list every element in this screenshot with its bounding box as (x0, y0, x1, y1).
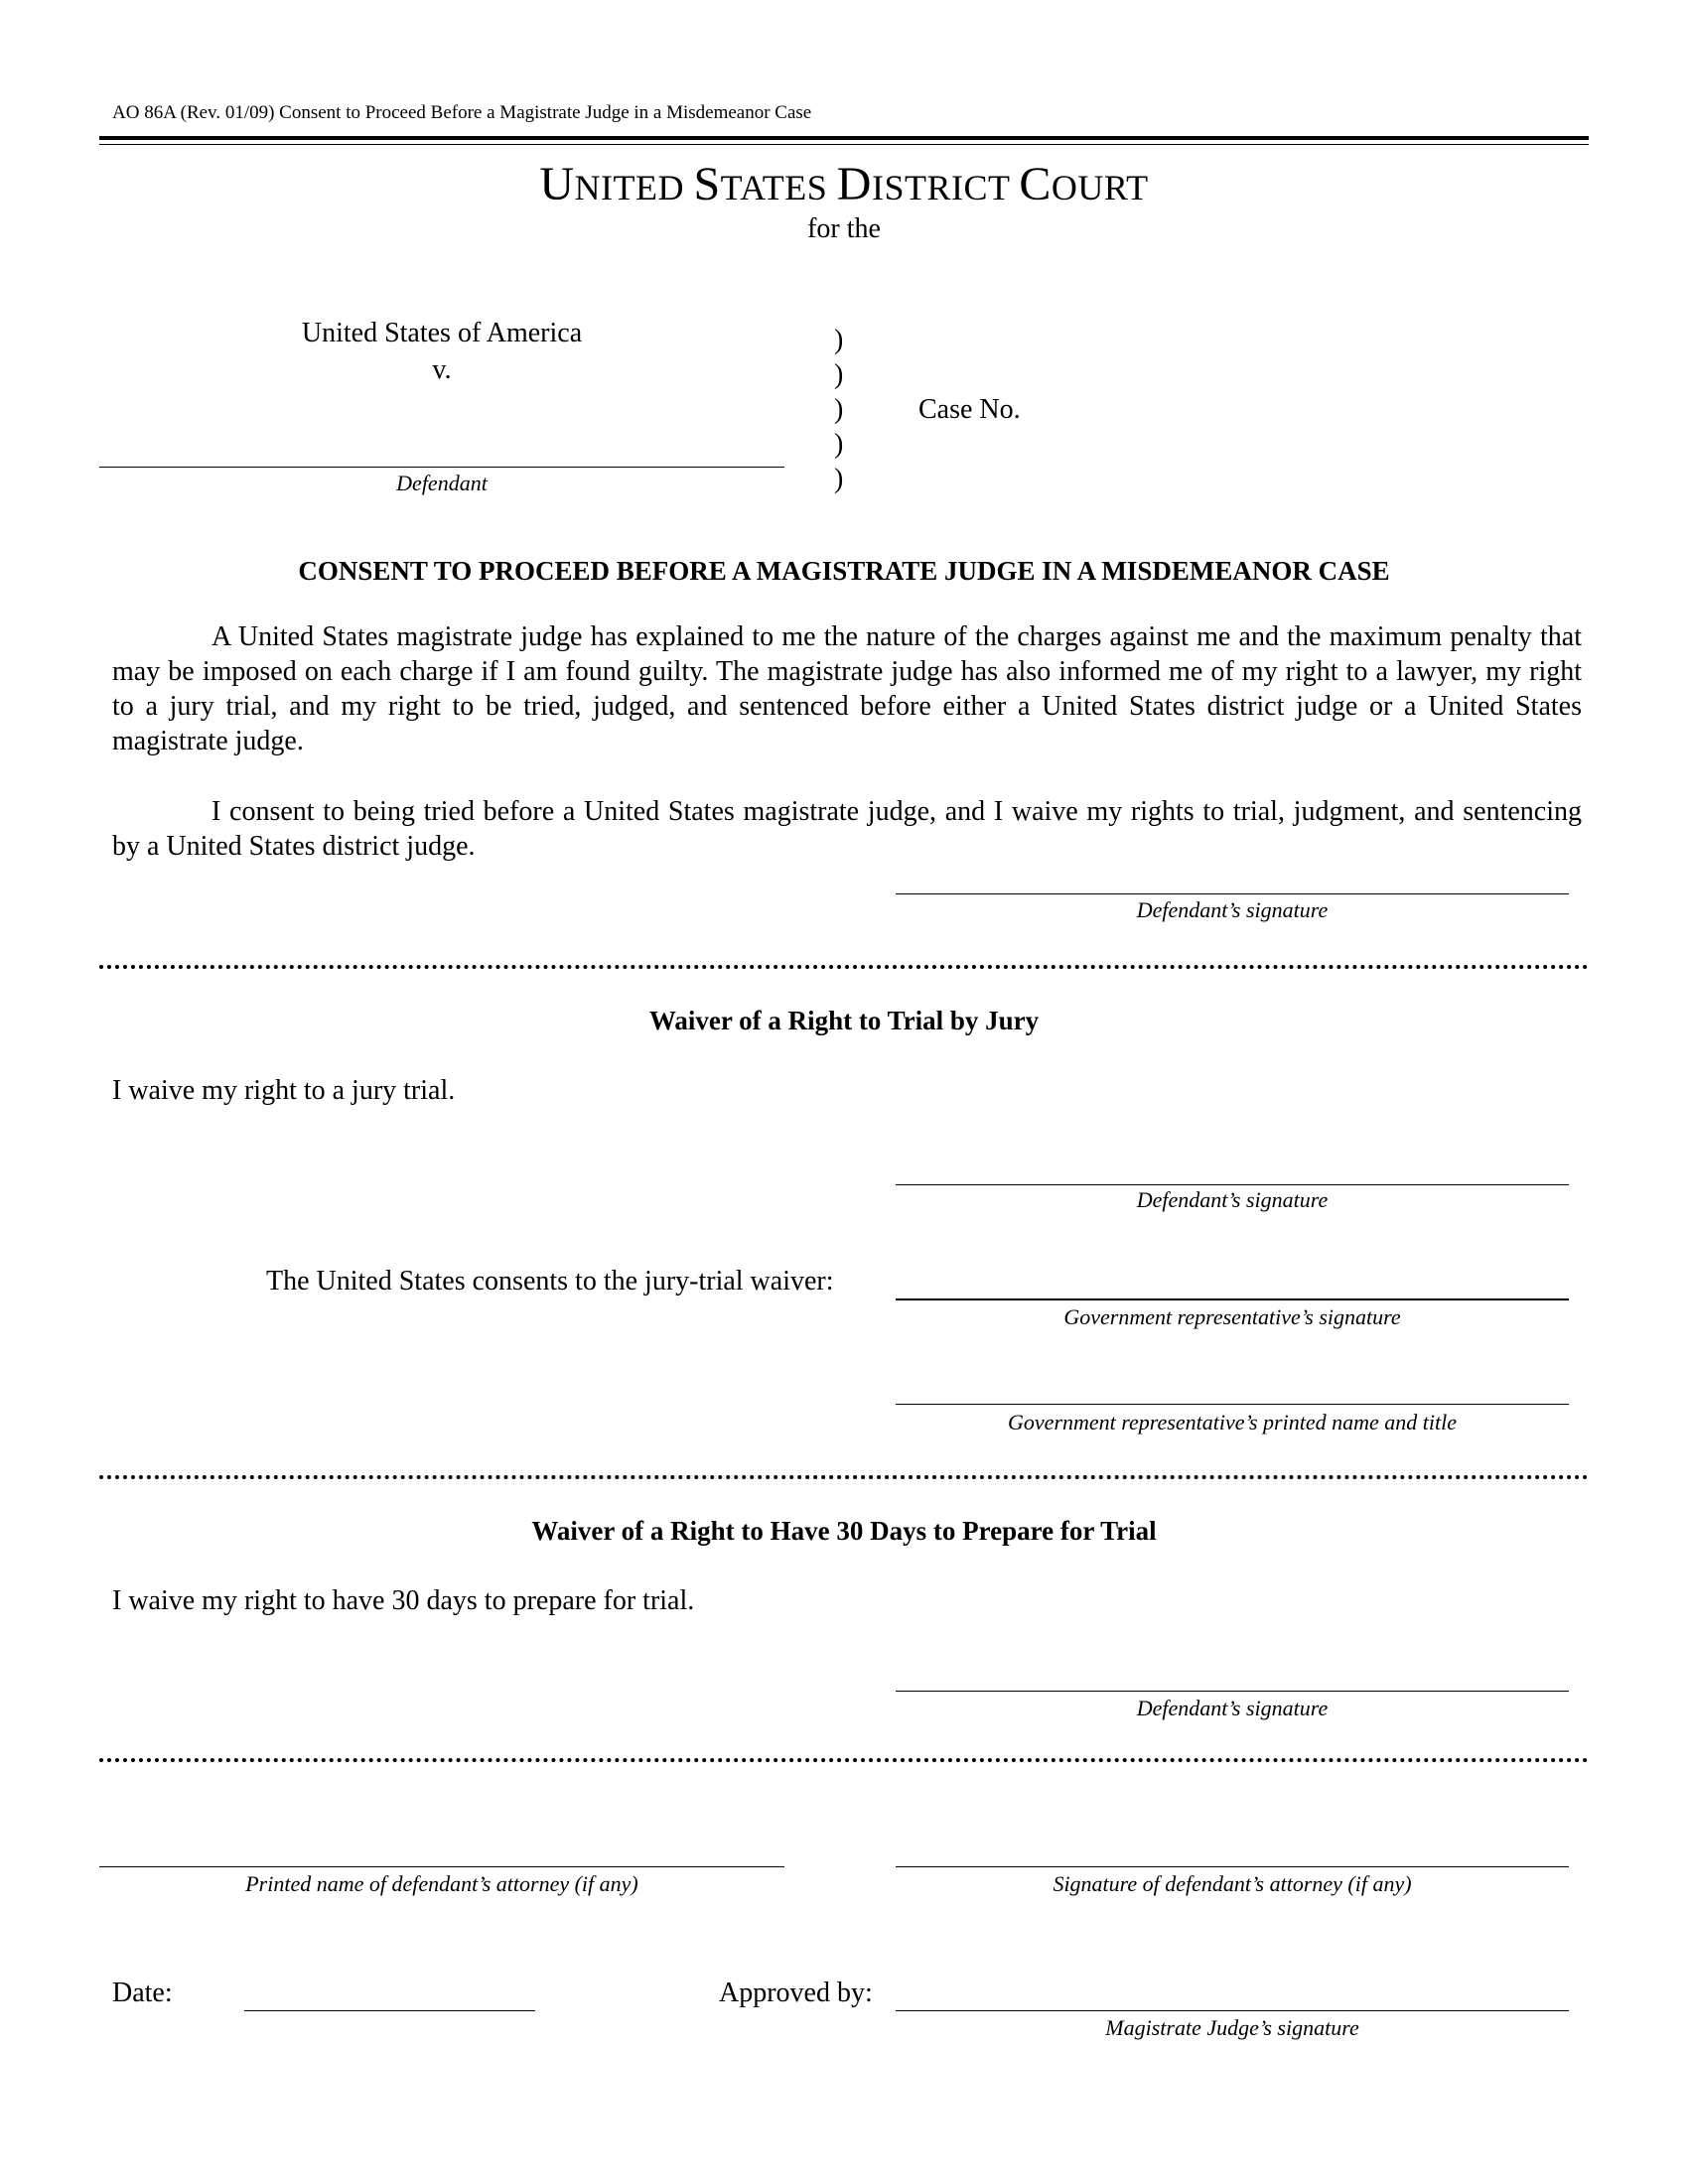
gov-name-title-label: Government representative’s printed name and title (1008, 1410, 1457, 1434)
court-title-letter: C (1019, 158, 1052, 210)
header-rule-thick (99, 136, 1589, 140)
judge-signature-label: Magistrate Judge’s signature (1105, 2015, 1359, 2040)
court-title (0, 157, 1688, 211)
days-waiver-statement: I waive my right to have 30 days to prepare for trial. (112, 1585, 695, 1616)
gov-signature-line[interactable] (896, 1298, 1569, 1300)
caption-paren: ) (834, 429, 844, 460)
attorney-signature-line[interactable] (896, 1866, 1569, 1867)
section-divider (99, 1758, 1589, 1762)
for-the-text: for the (807, 213, 881, 244)
consent-heading: CONSENT TO PROCEED BEFORE A MAGISTRATE JUDGE IN A MISDEMEANOR CASE (298, 556, 1390, 586)
days-waiver-defendant-signature-label: Defendant’s signature (1136, 1696, 1329, 1720)
attorney-signature-label: Signature of defendant’s attorney (if any) (1053, 1871, 1412, 1896)
court-title-part: ISTRICT (871, 168, 1020, 207)
court-title-letter: S (693, 158, 721, 210)
versus-text: v. (432, 354, 452, 385)
caption-paren: ) (834, 359, 844, 390)
us-consent-text: The United States consents to the jury-trial waiver: (266, 1266, 834, 1297)
caption-paren: ) (834, 325, 844, 355)
court-title-part: TATES (720, 168, 837, 207)
consent-defendant-signature-label: Defendant’s signature (1136, 897, 1329, 922)
section-divider (99, 965, 1589, 969)
consent-paragraph-2 (112, 794, 1582, 864)
date-line[interactable] (244, 2010, 535, 2011)
days-waiver-defendant-signature-line[interactable] (896, 1691, 1569, 1692)
gov-name-title-line[interactable] (896, 1404, 1569, 1405)
date-label: Date: (112, 1978, 173, 2008)
caption-paren: ) (834, 464, 844, 494)
approved-by-label: Approved by: (719, 1978, 873, 2008)
attorney-printed-name-label: Printed name of defendant’s attorney (if any) (245, 1871, 638, 1896)
jury-waiver-defendant-signature-line[interactable] (896, 1184, 1569, 1185)
consent-paragraph-2-text: I consent to being tried before a United States magistrate judge, and I waive my rights to trial, judgment, and sentencing by a United States district judge. (112, 796, 1582, 862)
form-header: AO 86A (Rev. 01/09) Consent to Proceed Before a Magistrate Judge in a Misdemeanor Case (112, 102, 812, 123)
caption-paren: ) (834, 394, 844, 425)
consent-defendant-signature-line[interactable] (896, 893, 1569, 894)
section-divider (99, 1475, 1589, 1479)
defendant-label: Defendant (396, 471, 488, 495)
consent-paragraph-1-text: A United States magistrate judge has explained to me the nature of the charges against me and the maximum penalty that may be imposed on each charge if I am found guilty. The magistrate judge has also informed me of my right to a lawyer, my right to a jury trial, and my right to be tried, judged, and sentenced before either a United States district judge or a United States magistrate judge. (112, 621, 1582, 756)
jury-waiver-defendant-signature-label: Defendant’s signature (1136, 1187, 1329, 1212)
attorney-printed-name-line[interactable] (99, 1866, 784, 1867)
jury-waiver-heading: Waiver of a Right to Trial by Jury (648, 1006, 1040, 1035)
court-title-part: NITED (574, 168, 694, 207)
court-title-part: OURT (1051, 168, 1149, 207)
case-no-label: Case No. (918, 394, 1021, 425)
plaintiff-name: United States of America (301, 318, 583, 348)
court-title-letter: U (539, 158, 575, 210)
header-rule-thin (99, 144, 1589, 145)
gov-signature-label: Government representative’s signature (1063, 1304, 1401, 1329)
days-waiver-heading: Waiver of a Right to Have 30 Days to Prepare for Trial (531, 1516, 1157, 1546)
court-title-letter: D (836, 158, 872, 210)
jury-waiver-statement: I waive my right to a jury trial. (112, 1075, 456, 1106)
judge-signature-line[interactable] (896, 2010, 1569, 2011)
defendant-name-line[interactable] (99, 467, 784, 468)
case-no-field[interactable] (1038, 427, 1455, 431)
consent-paragraph-1 (112, 619, 1582, 758)
